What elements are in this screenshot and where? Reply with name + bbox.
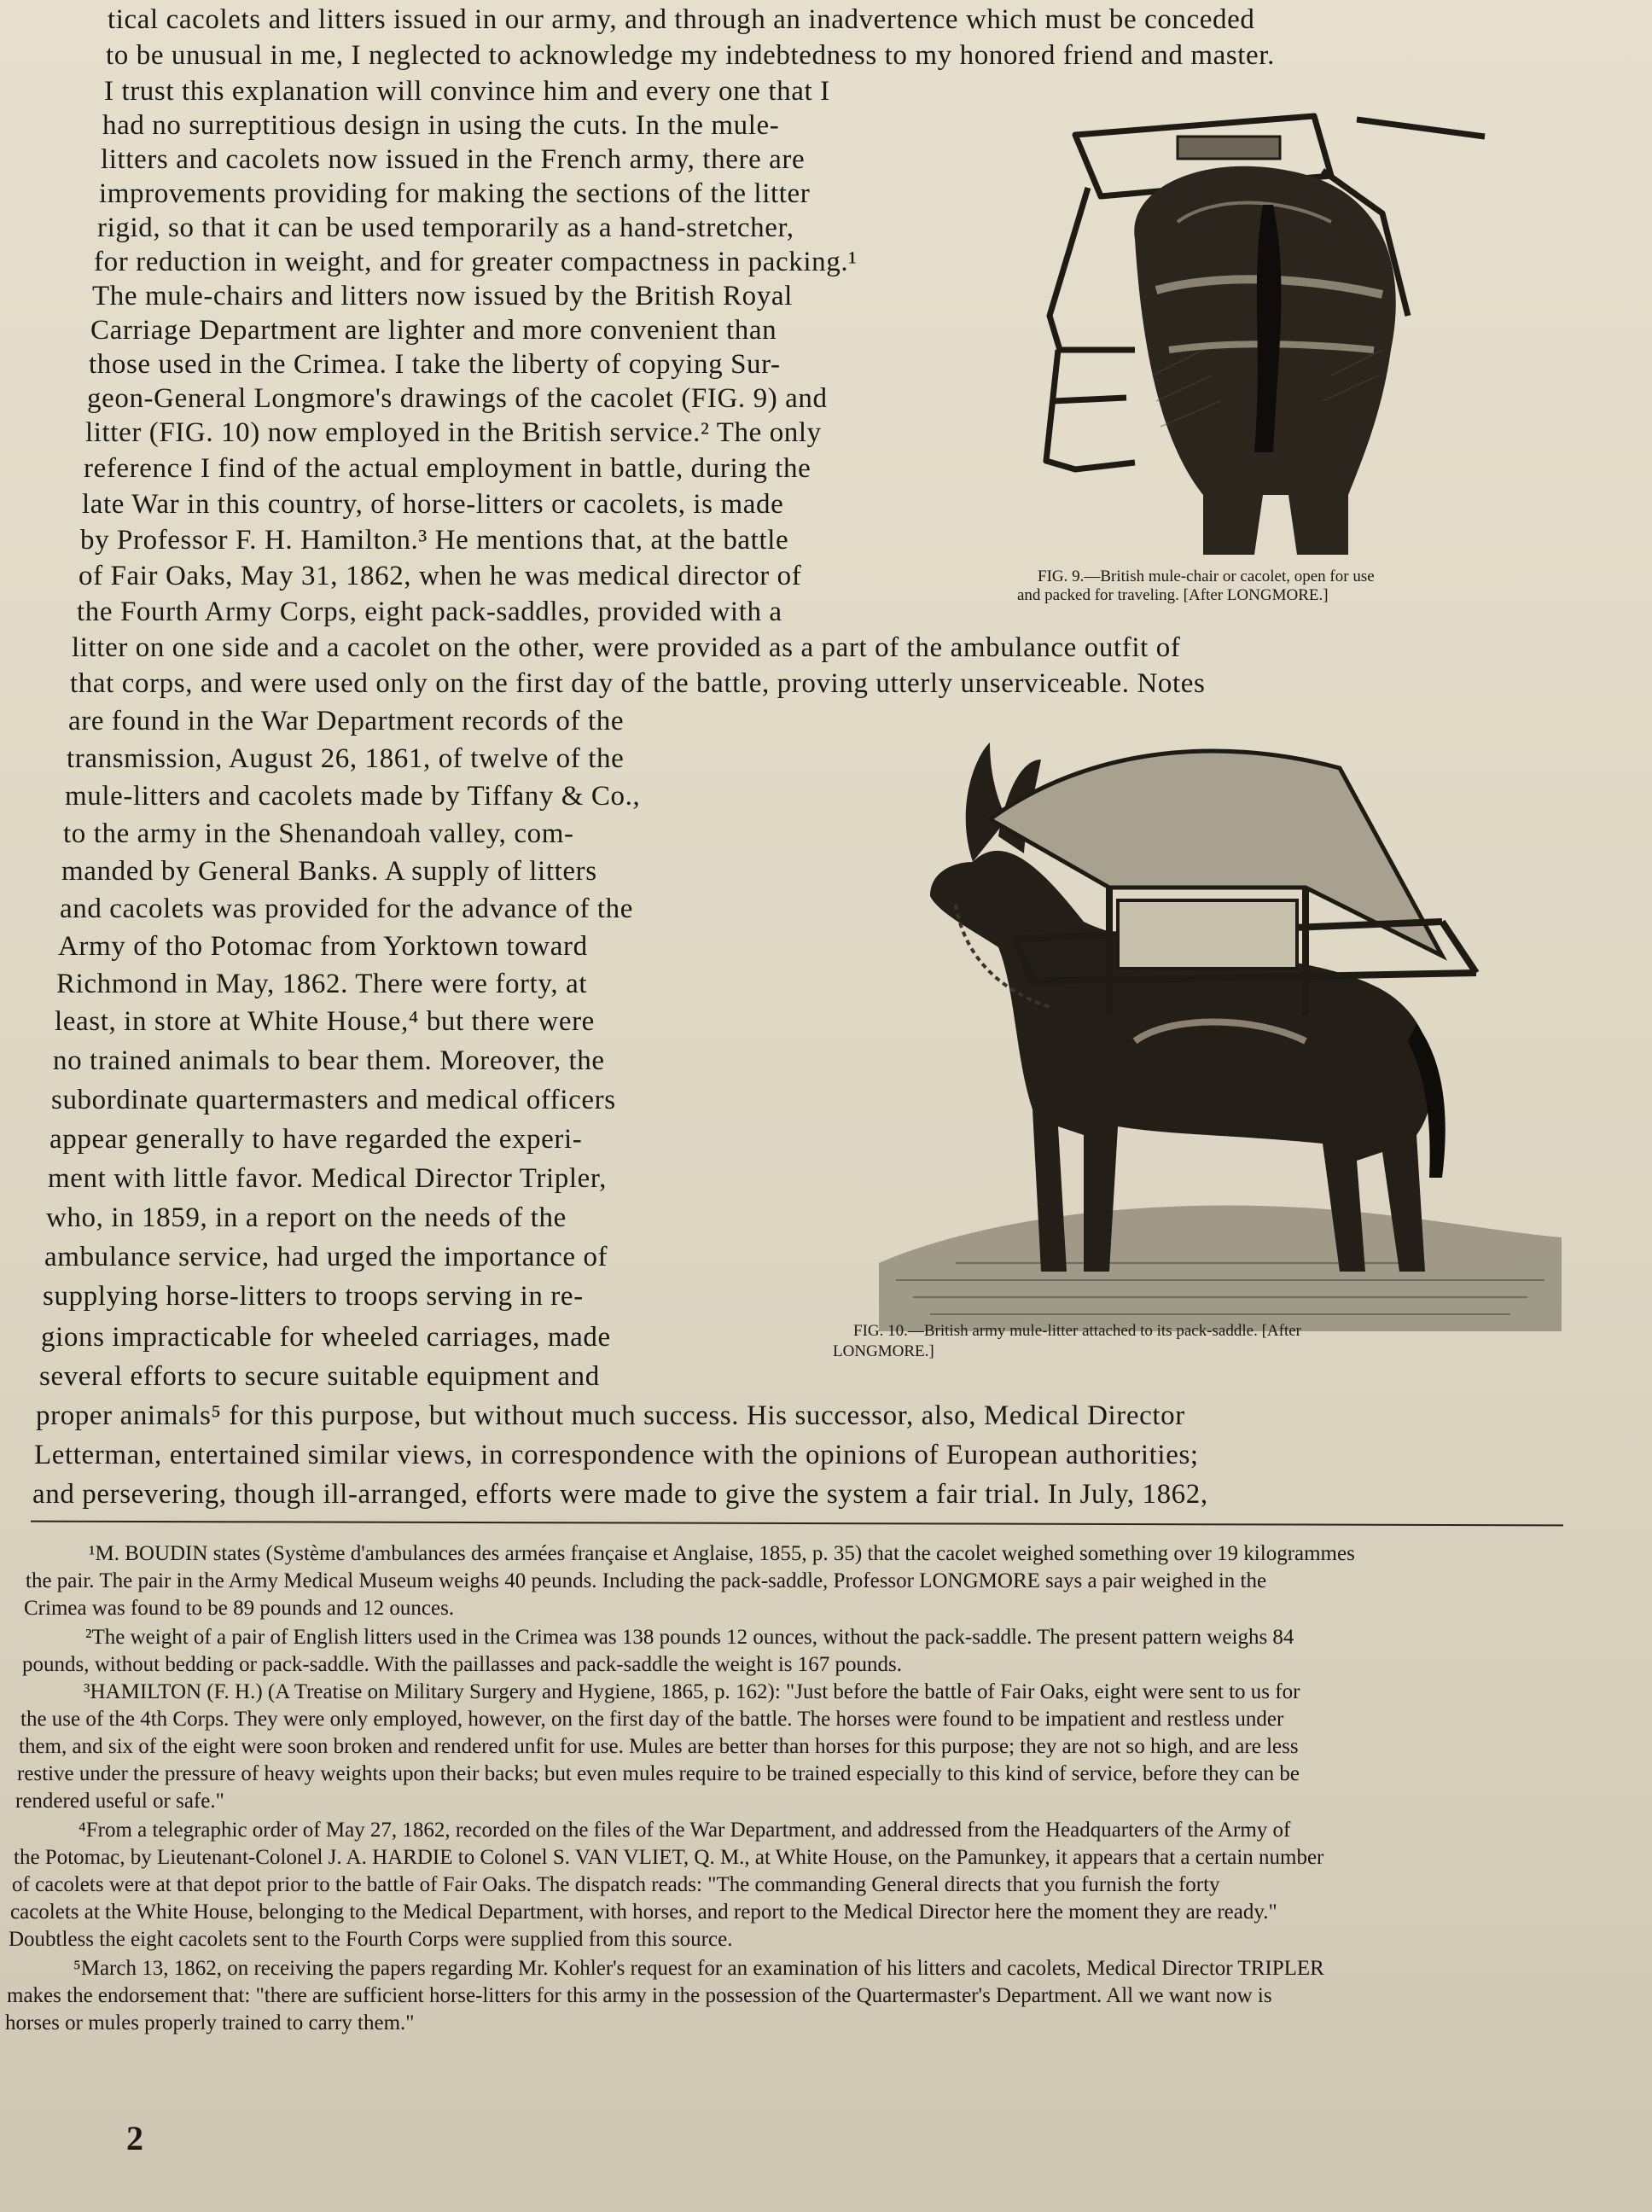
body-line: who, in 1859, in a report on the needs of the	[46, 1202, 567, 1233]
body-line: least, in store at White House,⁴ but there were	[55, 1006, 595, 1037]
body-line: litter (FIG. 10) now employed in the British service.² The only	[85, 417, 822, 448]
body-line: and persevering, though ill-arranged, efforts were made to give the system a fair trial. In July, 1862,	[32, 1479, 1208, 1510]
body-line: are found in the War Department records of the	[68, 706, 625, 736]
body-line: subordinate quartermasters and medical officers	[51, 1085, 616, 1115]
footnote-line: cacolets at the White House, belonging to the Medical Department, with horses, and report to the Medical Director here the moment they are ready."	[10, 1901, 1277, 1924]
body-line: those used in the Crimea. I take the liberty of copying Sur-	[89, 349, 781, 380]
footnote-line: restive under the pressure of heavy weights upon their backs; but even mules require to be trained especially to this kind of service, before they can be	[17, 1762, 1300, 1785]
body-line: late War in this country, of horse-litters or cacolets, is made	[82, 489, 784, 520]
page-number: 2	[126, 2119, 143, 2157]
footnote-line: the pair. The pair in the Army Medical Museum weighs 40 peunds. Including the pack-saddle, Professor LONGMORE says a pair weighed in the	[26, 1569, 1267, 1592]
body-line: geon-General Longmore's drawings of the cacolet (FIG. 9) and	[87, 383, 828, 414]
body-line: that corps, and were used only on the first day of the battle, proving utterly unserviceable. Notes	[70, 668, 1206, 699]
body-line: The mule-chairs and litters now issued by the British Royal	[92, 281, 793, 311]
footnote-line: ¹M. BOUDIN states (Système d'ambulances des armées française et Anglaise, 1855, p. 35) that the cacolet weighed something over 19 kilogrammes	[89, 1542, 1355, 1565]
body-line: for reduction in weight, and for greater compactness in packing.¹	[94, 247, 858, 277]
figure-9-illustration	[1007, 94, 1502, 559]
body-line: Carriage Department are lighter and more convenient than	[90, 315, 777, 346]
body-line: gions impracticable for wheeled carriages, made	[41, 1322, 611, 1353]
body-line: Letterman, entertained similar views, in correspondence with the opinions of European authorities;	[34, 1440, 1199, 1470]
footnote-line: the use of the 4th Corps. They were only employed, however, on the first day of the battle. The horses were found to be impatient and restless under	[20, 1708, 1284, 1731]
body-line: litters and cacolets now issued in the French army, there are	[101, 144, 806, 175]
body-line: of Fair Oaks, May 31, 1862, when he was medical director of	[79, 561, 802, 591]
body-line: Richmond in May, 1862. There were forty, at	[56, 969, 588, 999]
footnote-line: rendered useful or safe."	[15, 1790, 224, 1813]
body-line: and cacolets was provided for the advance of the	[60, 894, 634, 924]
footnote-line: pounds, without bedding or pack-saddle. With the paillasses and pack-saddle the weight is 167 pounds.	[22, 1653, 902, 1676]
body-line: transmission, August 26, 1861, of twelve of the	[67, 743, 625, 774]
footnote-line: them, and six of the eight were soon broken and rendered unfit for use. Mules are better than horses for this purpose; they are not so high, and are less	[19, 1735, 1299, 1758]
figure-10-caption: FIG. 10.—British army mule-litter attached to its pack-saddle. [After	[853, 1322, 1301, 1340]
footnote-line: makes the endorsement that: "there are sufficient horse-litters for this army in the possession of the Quartermaster's Department. All we want now is	[7, 1984, 1272, 2007]
body-line: rigid, so that it can be used temporarily as a hand-stretcher,	[97, 212, 794, 243]
body-line: ment with little favor. Medical Director Tripler,	[48, 1163, 607, 1194]
figure-9-caption: and packed for traveling. [After LONGMORE.]	[1017, 586, 1329, 604]
body-line: supplying horse-litters to troops serving in re-	[43, 1281, 584, 1312]
body-line: I trust this explanation will convince him and every one that I	[104, 76, 830, 107]
body-line: appear generally to have regarded the experi-	[49, 1124, 583, 1155]
footnote-divider	[31, 1521, 1563, 1527]
body-line: by Professor F. H. Hamilton.³ He mentions that, at the battle	[80, 525, 789, 556]
footnote-line: ⁵March 13, 1862, on receiving the papers regarding Mr. Kohler's request for an examination of his litters and cacolets, Medical Director TRIPLER	[73, 1957, 1324, 1980]
footnote-line: ⁴From a telegraphic order of May 27, 1862, recorded on the files of the War Department, and addressed from the Headquarters of the Army of	[79, 1819, 1291, 1842]
body-line: improvements providing for making the sections of the litter	[99, 178, 811, 209]
body-line: had no surreptitious design in using the cuts. In the mule-	[102, 110, 780, 141]
body-line: no trained animals to bear them. Moreover, the	[53, 1045, 605, 1076]
body-line: litter on one side and a cacolet on the other, were provided as a part of the ambulance outfit of	[72, 632, 1181, 663]
figure-9-caption: FIG. 9.—British mule-chair or cacolet, open for use	[1038, 568, 1375, 585]
body-line: Army of tho Potomac from Yorktown toward	[58, 931, 588, 962]
footnote-line: ³HAMILTON (F. H.) (A Treatise on Military Surgery and Hygiene, 1865, p. 162): "Just before the battle of Fair Oaks, eight were sent to us for	[84, 1680, 1300, 1703]
footnote-line: Doubtless the eight cacolets sent to the Fourth Corps were supplied from this source.	[9, 1928, 733, 1951]
body-line: mule-litters and cacolets made by Tiffany & Co.,	[65, 781, 641, 812]
footnote-line: Crimea was found to be 89 pounds and 12 ounces.	[24, 1597, 455, 1620]
body-line: to the army in the Shenandoah valley, com-	[63, 818, 574, 849]
body-line: the Fourth Army Corps, eight pack-saddles, provided with a	[77, 597, 782, 627]
body-line: reference I find of the actual employment in battle, during the	[84, 453, 811, 484]
footnote-line: ²The weight of a pair of English litters used in the Crimea was 138 pounds 12 ounces, without the pack-saddle. The present pattern weighs 84	[85, 1626, 1294, 1649]
footnote-line: of cacolets were at that depot prior to the battle of Fair Oaks. The dispatch reads: "The commanding General directs that you furnish the forty	[12, 1873, 1220, 1896]
body-line: several efforts to secure suitable equipment and	[39, 1361, 600, 1392]
body-line: proper animals⁵ for this purpose, but without much success. His successor, also, Medical Director	[36, 1400, 1185, 1431]
figure-10-illustration	[828, 734, 1579, 1331]
body-line: tical cacolets and litters issued in our army, and through an inadvertence which must be conceded	[108, 4, 1255, 35]
body-line: to be unusual in me, I neglected to acknowledge my indebtedness to my honored friend and master.	[106, 40, 1275, 71]
body-line: ambulance service, had urged the importance of	[44, 1242, 608, 1272]
footnote-line: the Potomac, by Lieutenant-Colonel J. A. HARDIE to Colonel S. VAN VLIET, Q. M., at White House, on the Pamunkey, it appears that a certain number	[14, 1846, 1324, 1869]
figure-10-caption: LONGMORE.]	[833, 1342, 934, 1360]
footnote-line: horses or mules properly trained to carry them."	[5, 2011, 415, 2034]
body-line: manded by General Banks. A supply of litters	[61, 856, 597, 887]
